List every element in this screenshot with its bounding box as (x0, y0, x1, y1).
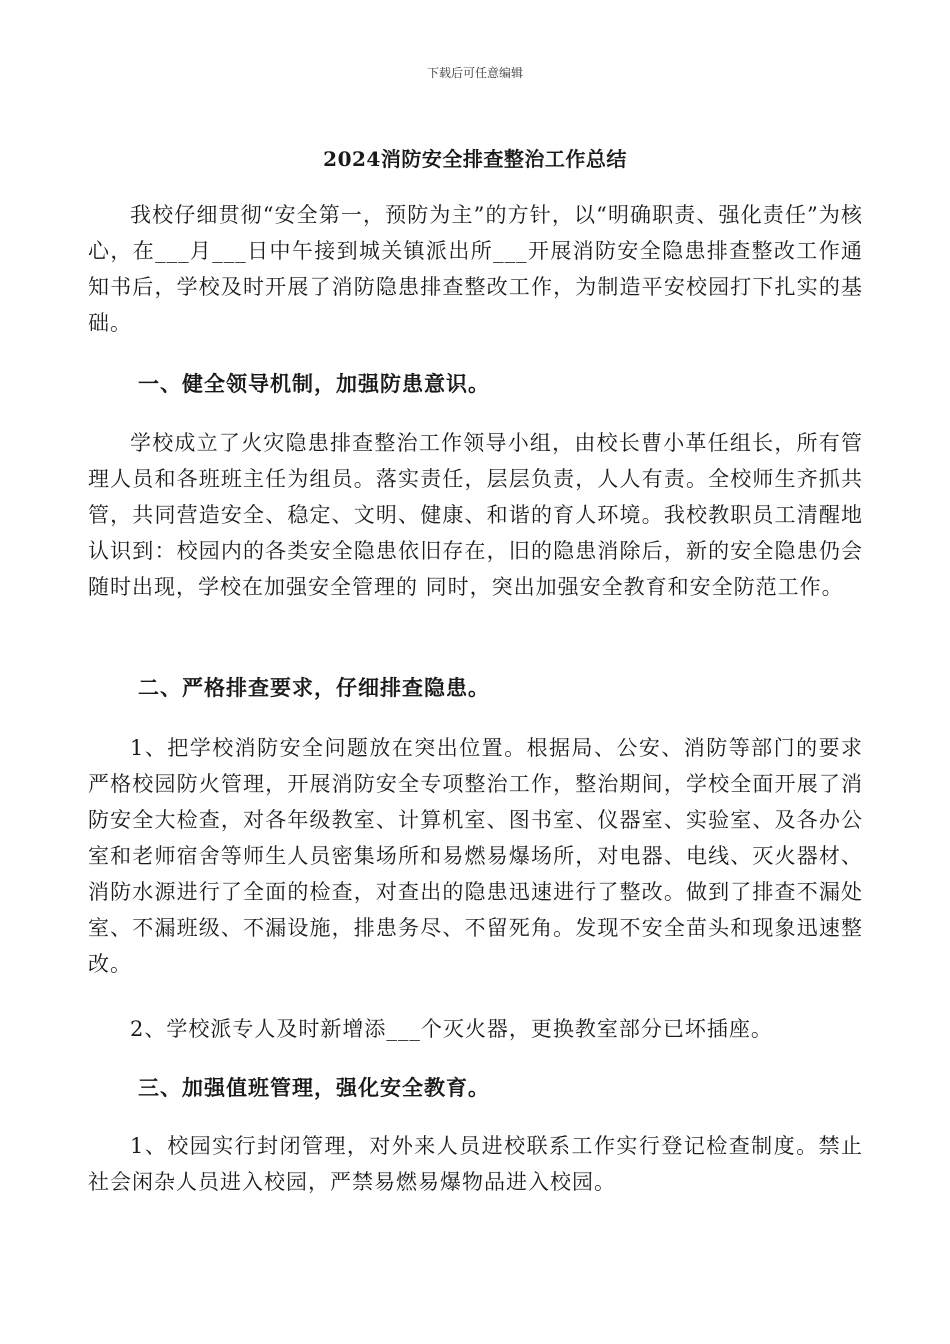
section-3-item-1-text: 1、校园实行封闭管理，对外来人员进校联系工作实行登记检查制度。禁止社会闲杂人员进入校园，严禁易燃易爆物品进入校园。 (88, 1134, 863, 1194)
section-1-paragraph (88, 425, 863, 605)
section-2-item-2-text: 2、学校派专人及时新增添___个灭火器，更换教室部分已坏插座。 (130, 1017, 773, 1041)
section-3-item-1 (88, 1128, 863, 1200)
section-2-item-1 (88, 730, 863, 982)
section-2-heading: 二、严格排查要求，仔细排查隐患。 (138, 675, 490, 700)
intro-text: 我校仔细贯彻“安全第一，预防为主”的方针，以“明确职责、强化责任”为核心，在___月___日中午接到城关镇派出所___开展消防安全隐患排查整改工作通知书后，学校及时开展了消防隐患排查整改工作，为制造平安校园打下扎实的基础。 (88, 203, 863, 335)
section-2-item-1-text: 1、把学校消防安全问题放在突出位置。根据局、公安、消防等部门的要求严格校园防火管理，开展消防安全专项整治工作，整治期间，学校全面开展了消防安全大检查，对各年级教室、计算机室、图书室、仪器室、实验室、及各办公室和老师宿舍等师生人员密集场所和易燃易爆场所，对电器、电线、灭火器材、消防水源进行了全面的检查，对查出的隐患迅速进行了整改。做到了排查不漏处室、不漏班级、不漏设施，排患务尽、不留死角。发现不安全苗头和现象迅速整改。 (88, 736, 863, 976)
section-1-heading: 一、健全领导机制，加强防患意识。 (138, 371, 490, 396)
section-3-heading: 三、加强值班管理，强化安全教育。 (138, 1075, 490, 1100)
section-2-item-2 (88, 1011, 863, 1047)
section-1-text: 学校成立了火灾隐患排查整治工作领导小组，由校长曹小革任组长，所有管理人员和各班班主任为组员。落实责任，层层负责，人人有责。全校师生齐抓共管，共同营造安全、稳定、文明、健康、和谐的育人环境。我校教职员工清醒地认识到：校园内的各类安全隐患依旧存在，旧的隐患消除后，新的安全隐患仍会随时出现，学校在加强安全管理的 同时，突出加强安全教育和安全防范工作。 (88, 431, 863, 599)
header-note: 下载后可任意编辑 (426, 66, 523, 80)
intro-paragraph (88, 197, 863, 341)
document-title: 2024消防安全排查整治工作总结 (323, 147, 627, 171)
